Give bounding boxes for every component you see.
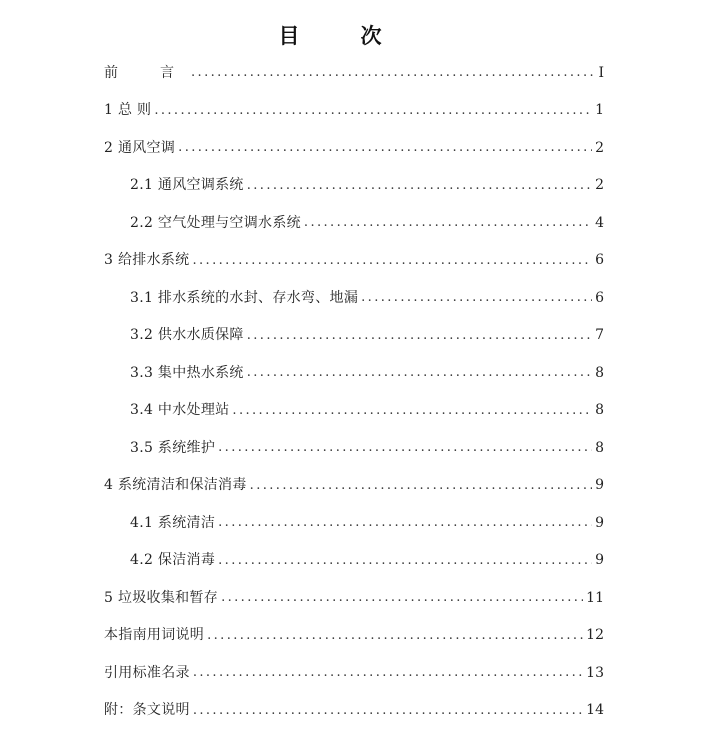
toc-entry-label: 4.1 系统清洁 bbox=[130, 514, 216, 531]
toc-entry-page: 9 bbox=[595, 477, 604, 494]
toc-entry-page: 12 bbox=[586, 627, 604, 644]
toc-entry[interactable] bbox=[104, 92, 604, 130]
toc-entry-page: 1 bbox=[595, 102, 604, 119]
toc-leader-dots bbox=[218, 554, 592, 567]
toc-leader-dots bbox=[232, 404, 592, 417]
toc-leader-dots bbox=[218, 441, 592, 454]
toc-leader-dots bbox=[193, 666, 583, 679]
toc-leader-dots bbox=[250, 479, 592, 492]
toc-leader-dots bbox=[218, 516, 592, 529]
toc-leader-dots bbox=[178, 141, 592, 154]
toc-subentry[interactable] bbox=[104, 354, 604, 392]
toc-entry-label: 3.4 中水处理站 bbox=[130, 402, 230, 419]
toc-entry-page: 4 bbox=[595, 214, 604, 231]
toc-entry[interactable] bbox=[104, 692, 604, 730]
toc-entry-page: 2 bbox=[595, 177, 604, 194]
toc-subentry[interactable] bbox=[104, 317, 604, 355]
toc-entry[interactable] bbox=[104, 467, 604, 505]
toc-entry[interactable] bbox=[104, 579, 604, 617]
toc-entry-page: 2 bbox=[595, 139, 604, 156]
toc-entry-label: 3 给排水系统 bbox=[104, 252, 190, 269]
toc-entry-page: 11 bbox=[586, 589, 604, 606]
toc-leader-dots bbox=[247, 366, 592, 379]
toc-subentry[interactable] bbox=[104, 392, 604, 430]
toc-entry[interactable] bbox=[104, 54, 604, 92]
toc-entry-page: 7 bbox=[595, 327, 604, 344]
toc-entry-page: 8 bbox=[595, 439, 604, 456]
toc-subentry[interactable] bbox=[104, 279, 604, 317]
toc-entry[interactable] bbox=[104, 654, 604, 692]
toc-entry-page: I bbox=[598, 64, 604, 81]
toc-subentry[interactable] bbox=[104, 504, 604, 542]
toc-entry-label: 前 言 bbox=[104, 64, 188, 81]
toc-entry-label: 3.3 集中热水系统 bbox=[130, 364, 244, 381]
toc-subentry[interactable] bbox=[104, 542, 604, 580]
toc-leader-dots bbox=[192, 254, 592, 267]
toc-entry-page: 9 bbox=[595, 552, 604, 569]
toc-entry-label: 3.5 系统维护 bbox=[130, 439, 216, 456]
toc-entry-page: 8 bbox=[595, 364, 604, 381]
toc-entry[interactable] bbox=[104, 617, 604, 655]
toc-entry-label: 2.2 空气处理与空调水系统 bbox=[130, 214, 301, 231]
toc-entry-page: 13 bbox=[586, 664, 604, 681]
toc-leader-dots bbox=[193, 704, 583, 717]
toc-entry-label: 3.1 排水系统的水封、存水弯、地漏 bbox=[130, 289, 359, 306]
toc-leader-dots bbox=[304, 216, 592, 229]
toc-entry-label: 5 垃圾收集和暂存 bbox=[104, 589, 219, 606]
toc-subentry[interactable] bbox=[104, 204, 604, 242]
toc-entry-page: 8 bbox=[595, 402, 604, 419]
toc-entry-label: 2.1 通风空调系统 bbox=[130, 177, 244, 194]
toc-entry-page: 6 bbox=[595, 289, 604, 306]
toc-list bbox=[104, 54, 604, 729]
toc-subentry[interactable] bbox=[104, 167, 604, 205]
toc-leader-dots bbox=[247, 329, 592, 342]
toc-entry-label: 4 系统清洁和保洁消毒 bbox=[104, 477, 247, 494]
toc-leader-dots bbox=[221, 591, 583, 604]
toc-entry-label: 1 总 则 bbox=[104, 102, 152, 119]
toc-subentry[interactable] bbox=[104, 429, 604, 467]
toc-entry[interactable] bbox=[104, 129, 604, 167]
toc-entry-label: 4.2 保洁消毒 bbox=[130, 552, 216, 569]
toc-entry[interactable] bbox=[104, 242, 604, 280]
toc-entry-label: 引用标准名录 bbox=[104, 664, 190, 681]
toc-leader-dots bbox=[247, 179, 592, 192]
toc-entry-page: 6 bbox=[595, 252, 604, 269]
toc-entry-label: 3.2 供水水质保障 bbox=[130, 327, 244, 344]
toc-leader-dots bbox=[361, 291, 592, 304]
toc-title: 目 次 bbox=[278, 24, 402, 48]
toc-leader-dots bbox=[154, 104, 592, 117]
toc-entry-page: 14 bbox=[586, 702, 604, 719]
toc-entry-label: 附：条文说明 bbox=[104, 702, 190, 719]
toc-entry-page: 9 bbox=[595, 514, 604, 531]
toc-entry-label: 本指南用词说明 bbox=[104, 627, 205, 644]
toc-leader-dots bbox=[191, 66, 593, 79]
toc-leader-dots bbox=[207, 629, 583, 642]
toc-entry-label: 2 通风空调 bbox=[104, 139, 176, 156]
